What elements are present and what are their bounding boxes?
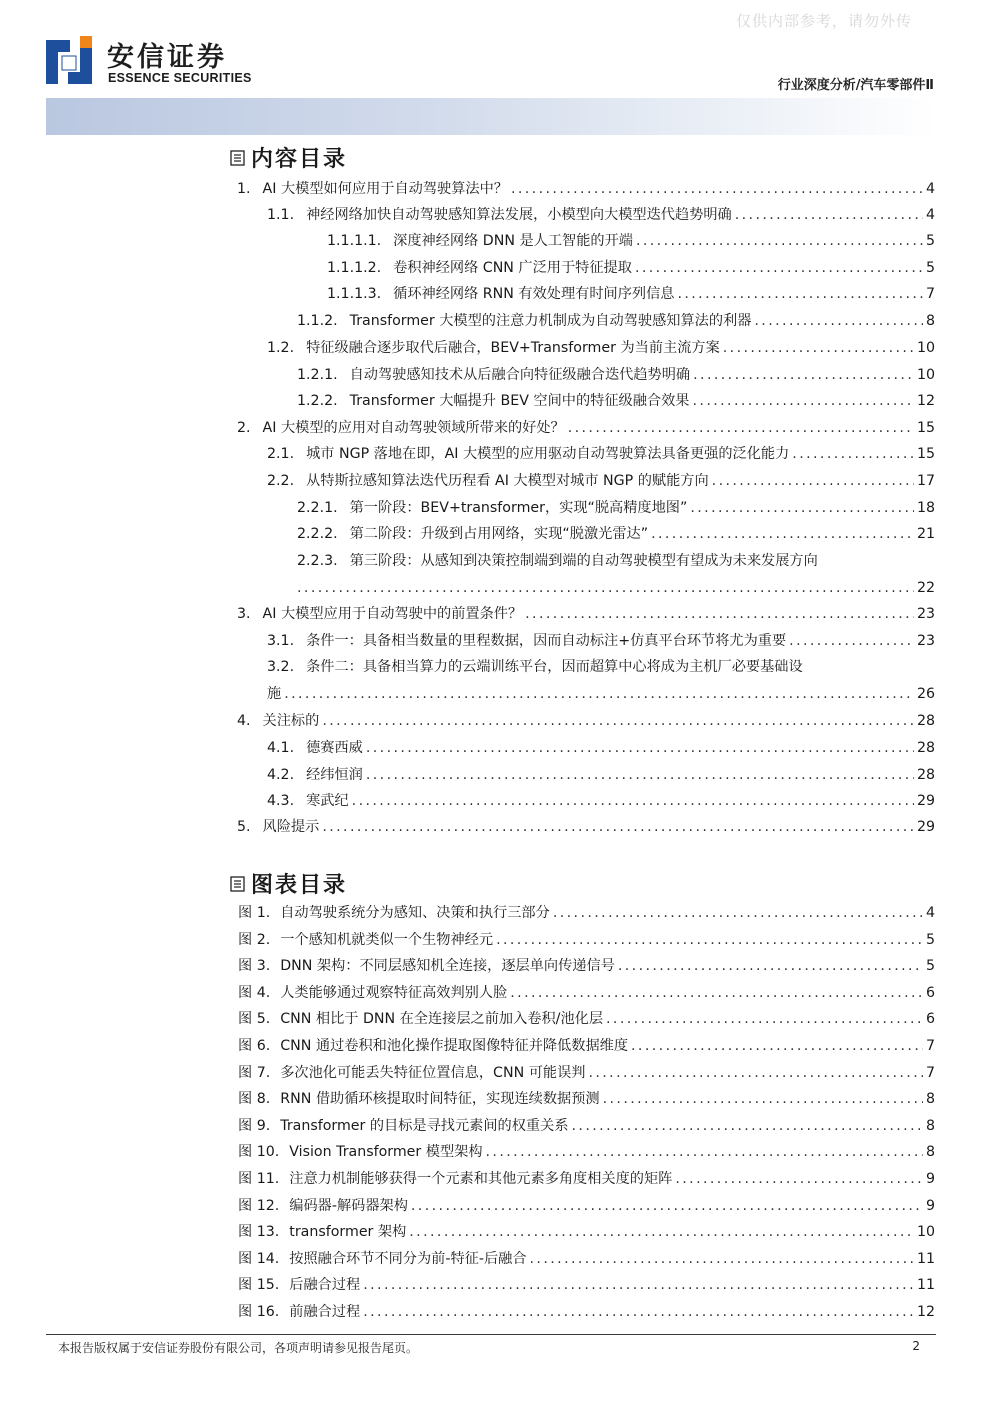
toc-entry-text: 条件二：具备相当算力的云端训练平台，因而超算中心将成为主机厂必要基础设 [306,659,803,675]
dot-leader [363,1303,914,1321]
dot-leader [723,339,914,357]
toc-entry-number: 图 8. [238,1091,271,1108]
toc-entry-title [237,712,319,730]
toc-entry-page: 8 [925,1144,935,1161]
brand-name-cn: 安信证券 [107,42,227,73]
toc-entry-page: 4 [925,207,935,223]
toc-entry-number: 1.1.1.3. [327,286,382,302]
toc-entry-title [238,1223,406,1241]
toc-entry-title [267,472,709,490]
toc-entry-page: 12 [916,393,935,409]
toc-entry-page: 5 [925,233,935,249]
toc-entry-text: 特征级融合逐步取代后融合，BEV+Transformer 为当前主流方案 [306,340,720,356]
toc-entry-text: 寒武纪 [306,793,349,809]
toc-entry-number: 4.2. [267,767,295,783]
dot-leader [486,1143,923,1161]
dot-leader [636,232,923,250]
figure-entry[interactable] [238,1143,935,1161]
toc-entry-page: 17 [916,473,935,489]
toc-entry-page: 28 [916,740,935,756]
toc-entry-number: 2.2.3. [297,553,338,569]
figure-entry[interactable] [238,1010,935,1028]
toc-entry-title [238,1064,585,1082]
dot-leader [690,499,914,517]
toc-entry-title [237,818,319,836]
dot-leader [530,1250,914,1268]
toc-entry-text: 编码器-解码器架构 [289,1197,408,1214]
dot-leader [693,392,914,410]
toc-entry-title [327,285,674,303]
figure-entry[interactable] [238,931,935,949]
toc-entry[interactable] [267,445,935,463]
toc-entry-page: 6 [925,984,935,1001]
toc-entry-title [297,366,690,384]
toc-entry-page: 15 [916,446,935,462]
toc-entry-number: 1.1. [267,207,295,223]
toc-entry-page: 29 [916,819,935,835]
toc-entry-number: 2.2.2. [297,526,338,542]
toc-entry[interactable] [237,712,935,730]
figure-entry[interactable] [238,1090,935,1108]
toc-entry-number: 图 7. [238,1064,271,1081]
toc-entry-page: 10 [916,1224,935,1241]
toc-entry-number: 图 1. [238,905,271,921]
toc-entry-text: AI 大模型应用于自动驾驶中的前置条件？ [262,606,523,622]
toc-entry[interactable] [267,472,935,490]
toc-entry-text: Transformer 的目标是寻找元素间的权重关系 [280,1117,569,1134]
toc-entry-title [267,632,786,650]
toc-entry[interactable] [237,180,935,198]
toc-entry-page: 9 [925,1197,935,1214]
figure-entry[interactable] [238,1250,935,1268]
watermark: 仅供内部参考，请勿外传 [736,12,913,30]
toc-entry-text: AI 大模型如何应用于自动驾驶算法中？ [262,181,508,197]
essence-logo-mark [46,36,92,84]
figure-entry[interactable] [238,1170,935,1188]
toc-entry-page: 5 [925,260,935,276]
toc-entry-title [237,605,522,623]
toc-entry-number: 3. [237,606,251,622]
toc-entry-page: 23 [916,606,935,622]
toc-entry-text: 关注标的 [262,713,320,729]
toc-entry-title [237,180,508,198]
dot-leader [635,259,923,277]
toc-entry-number: 2.2. [267,473,295,489]
toc-entry[interactable] [267,739,935,757]
toc-entry[interactable] [267,339,935,357]
toc-entry-text: 多次池化可能丢失特征位置信息，CNN 可能误判 [280,1064,586,1081]
list-doc-icon [230,150,245,166]
figure-entry[interactable] [238,1064,935,1082]
toc-entry-text: 人类能够通过观察特征高效判别人脸 [280,984,508,1001]
toc-entry[interactable] [327,259,935,277]
header-band [46,98,936,135]
toc-entry-title [267,339,720,357]
figure-entry[interactable] [238,904,935,922]
toc-entry-text: CNN 通过卷积和池化操作提取图像特征并降低数据维度 [280,1038,629,1054]
toc-entry-number: 图 14. [238,1250,280,1267]
toc-entry-text: 自动驾驶感知技术从后融合向特征级融合迭代趋势明确 [349,367,691,383]
toc-entry-title [238,1090,600,1108]
toc-entry-text: 一个感知机就类似一个生物神经元 [280,931,494,948]
toc-entry-page: 6 [925,1011,935,1028]
toc-entry[interactable] [267,766,935,784]
dot-leader [297,579,914,597]
toc-entry-text: 注意力机制能够获得一个元素和其他元素多角度相关度的矩阵 [289,1171,673,1187]
dot-leader [677,285,923,303]
toc-entry-number: 图 12. [238,1197,280,1214]
dot-leader [651,525,914,543]
toc-entry-number: 1.2.2. [297,393,338,409]
toc-entry-number: 2.1. [267,446,295,462]
toc-entry-page: 9 [925,1171,935,1187]
toc-entry-number: 1.1.1.2. [327,260,382,276]
toc-entry-number: 1.1.1.1. [327,233,382,249]
toc-entry[interactable] [237,419,935,437]
toc-entry-page: 7 [925,1038,935,1054]
toc-entry-number: 图 5. [238,1011,271,1028]
toc-entry-text: 第一阶段：BEV+transformer，实现“脱高精度地图” [349,500,688,516]
toc-entry-number: 图 11. [238,1171,280,1187]
brand-name-en: ESSENCE SECURITIES [108,71,252,85]
toc-entry-number: 4. [237,713,251,729]
toc-entry-number: 1.1.2. [297,313,338,329]
dot-leader [712,472,914,490]
dot-leader [588,1064,923,1082]
toc-entry[interactable] [297,312,935,330]
dot-leader [603,1090,923,1108]
toc-entry[interactable] [267,792,935,810]
toc-entry-text: AI 大模型的应用对自动驾驶领域所带来的好处？ [262,420,565,436]
toc-entry-title [327,259,632,277]
dot-leader [631,1037,923,1055]
toc-entry[interactable] [267,206,935,224]
figure-entry[interactable] [238,1223,935,1241]
toc-entry[interactable] [297,525,935,543]
toc-entry-text: Vision Transformer 模型架构 [289,1144,483,1161]
report-category: 行业深度分析/汽车零部件Ⅱ [777,78,934,93]
toc-entry-page: 12 [916,1304,935,1320]
toc-entry-text: 条件一：具备相当数量的里程数据，因而自动标注+仿真平台环节将尤为重要 [306,633,787,649]
dot-leader [553,904,923,922]
figure-entry[interactable] [238,1037,935,1055]
toc-entry-title [267,739,363,757]
toc-entry[interactable] [267,632,935,650]
toc-entry-text: 前融合过程 [289,1304,361,1320]
figures-title: 图表目录 [251,872,348,898]
toc-entry-text: transformer 架构 [289,1224,407,1241]
toc-entry-title [238,1250,527,1268]
toc-entry-text: Transformer 大幅提升 BEV 空间中的特征级融合效果 [349,393,690,409]
footer-divider [46,1334,936,1335]
footer-note: 本报告版权属于安信证券股份有限公司，各项声明请参见报告尾页。 [58,1341,419,1355]
toc-entry-title [238,904,550,922]
toc-entry-text: 城市 NGP 落地在即，AI 大模型的应用驱动自动驾驶算法具备更强的泛化能力 [306,446,790,462]
toc-entry-title [238,1303,360,1321]
toc-entry-page: 8 [925,313,935,329]
dot-leader [510,984,923,1002]
figure-entry[interactable] [238,1276,935,1294]
dot-leader [606,1010,923,1028]
toc-entry-page: 8 [925,1117,935,1134]
toc-entry-number: 2. [237,420,251,436]
toc-entry-text: RNN 借助循环核提取时间特征，实现连续数据预测 [280,1091,600,1108]
toc-entry[interactable] [297,366,935,384]
toc-entry-number: 图 6. [238,1038,271,1054]
toc-entry-page: 26 [916,686,935,702]
toc-entry-text: 第三阶段：从感知到决策控制端到端的自动驾驶模型有望成为未来发展方向 [349,553,818,569]
toc-entry-title [238,1010,603,1028]
toc-entry-page: 29 [916,793,935,809]
toc-entry-text: 卷积神经网络 CNN 广泛用于特征提取 [393,260,632,276]
dot-leader [284,685,914,703]
toc-entry-text: 按照融合环节不同分为前-特征-后融合 [289,1250,527,1267]
toc-entry-title [297,392,690,410]
toc-entry-title [267,792,349,810]
toc-entry-title [267,445,789,463]
toc-entry-text: Transformer 大模型的注意力机制成为自动驾驶感知算法的利器 [349,313,752,329]
toc-entry-page: 11 [916,1250,935,1267]
toc-entry[interactable] [267,658,803,676]
toc-entry-text: 深度神经网络 DNN 是人工智能的开端 [393,233,633,249]
toc-entry-continuation[interactable] [267,685,935,703]
toc-entry-page: 21 [916,526,935,542]
toc-entry-number: 图 10. [238,1144,280,1161]
dot-leader [496,931,923,949]
toc-entry-title [238,1037,628,1055]
dot-leader [568,419,914,437]
figure-entry[interactable] [238,1117,935,1135]
toc-entry-page: 7 [925,286,935,302]
list-doc-icon [230,876,245,892]
toc-entry-page: 11 [916,1277,935,1294]
toc-entry-text: 自动驾驶系统分为感知、决策和执行三部分 [280,905,550,921]
toc-entry-text: 后融合过程 [289,1277,361,1294]
toc-entry-text: DNN 架构：不同层感知机全连接，逐层单向传递信号 [280,958,615,975]
toc-entry-number: 4.3. [267,793,295,809]
dot-leader [789,632,914,650]
toc-entry-page: 5 [925,931,935,948]
toc-entry-title [297,525,648,543]
dot-leader [409,1223,914,1241]
toc-entry-page: 8 [925,1091,935,1108]
toc-entry-title [238,931,493,949]
toc-entry-page: 5 [925,958,935,975]
toc-entry[interactable] [237,818,935,836]
toc-entry-number: 1.2. [267,340,295,356]
toc-entry-text-cont: 施 [267,686,282,702]
page-number: 2 [912,1339,920,1353]
figure-entry[interactable] [238,957,935,975]
toc-entry-title [267,658,803,676]
toc-entry-title [267,206,732,224]
toc-entry-page: 22 [916,580,935,596]
toc-entry-title [267,766,363,784]
toc-entry-number: 3.1. [267,633,295,649]
figures-heading [230,868,347,899]
toc-entry-title [327,232,633,250]
toc-entry-title [237,419,565,437]
dot-leader [792,445,914,463]
toc-entry-number: 图 13. [238,1224,280,1241]
toc-entry[interactable] [297,499,935,517]
toc-entry-text: 第二阶段：升级到占用网络，实现“脱激光雷达” [349,526,649,542]
contents-title: 内容目录 [251,146,348,172]
toc-entry-number: 图 9. [238,1117,271,1134]
toc-entry-text: 循环神经网络 RNN 有效处理有时间序列信息 [393,286,675,302]
toc-entry[interactable] [327,232,935,250]
figure-entry[interactable] [238,1303,935,1321]
toc-entry-text: 从特斯拉感知算法迭代历程看 AI 大模型对城市 NGP 的赋能方向 [306,473,709,489]
dot-leader [366,739,914,757]
toc-entry-number: 图 16. [238,1304,280,1320]
toc-entry-page: 10 [916,367,935,383]
dot-leader [618,957,923,975]
toc-entry-number: 2.2.1. [297,500,338,516]
contents-heading [230,142,347,173]
toc-entry-title [238,957,615,975]
toc-entry-page: 10 [916,340,935,356]
dot-leader [511,180,923,198]
dot-leader [322,712,914,730]
toc-entry-title [238,1276,360,1294]
dot-leader [754,312,923,330]
toc-entry-text: 经纬恒润 [306,767,363,783]
dot-leader [366,766,914,784]
toc-entry-page: 4 [925,905,935,921]
toc-entry-number: 1. [237,181,251,197]
figure-entry[interactable] [238,984,935,1002]
toc-entry-title [238,1197,408,1215]
dot-leader [693,366,914,384]
toc-entry[interactable] [297,552,935,570]
toc-entry-text: 风险提示 [262,819,320,835]
toc-entry-number: 1.2.1. [297,367,338,383]
toc-entry-page: 18 [916,500,935,516]
dot-leader [735,206,923,224]
toc-entry-number: 4.1. [267,740,295,756]
toc-entry-title [238,984,507,1002]
toc-entry-title [297,552,818,570]
toc-entry-page: 28 [916,767,935,783]
toc-entry-number: 图 3. [238,958,271,975]
toc-entry-page: 23 [916,633,935,649]
toc-entry-page: 7 [925,1064,935,1081]
toc-entry-number: 5. [237,819,251,835]
toc-entry-page: 15 [916,420,935,436]
toc-entry-text: 神经网络加快自动驾驶感知算法发展，小模型向大模型迭代趋势明确 [306,207,732,223]
dot-leader [352,792,914,810]
dot-leader [525,605,914,623]
toc-entry-title [297,499,687,517]
toc-entry-title [297,312,751,330]
dot-leader [411,1197,923,1215]
dot-leader [675,1170,923,1188]
toc-entry[interactable] [297,392,935,410]
dot-leader [572,1117,923,1135]
toc-entry-title [238,1143,483,1161]
toc-entry-number: 图 15. [238,1277,280,1294]
toc-entry-page: 28 [916,713,935,729]
toc-entry-text: 德赛西威 [306,740,363,756]
dot-leader [363,1276,914,1294]
toc-entry-number: 图 2. [238,931,271,948]
toc-entry-continuation[interactable] [297,579,935,597]
toc-entry-title [238,1170,672,1188]
toc-entry-title [238,1117,569,1135]
toc-entry-number: 3.2. [267,659,295,675]
toc-entry-page: 4 [925,181,935,197]
toc-entry-number: 图 4. [238,984,271,1001]
toc-entry[interactable] [327,285,935,303]
toc-entry[interactable] [237,605,935,623]
dot-leader [322,818,914,836]
figure-entry[interactable] [238,1197,935,1215]
toc-entry-text: CNN 相比于 DNN 在全连接层之前加入卷积/池化层 [280,1011,604,1028]
